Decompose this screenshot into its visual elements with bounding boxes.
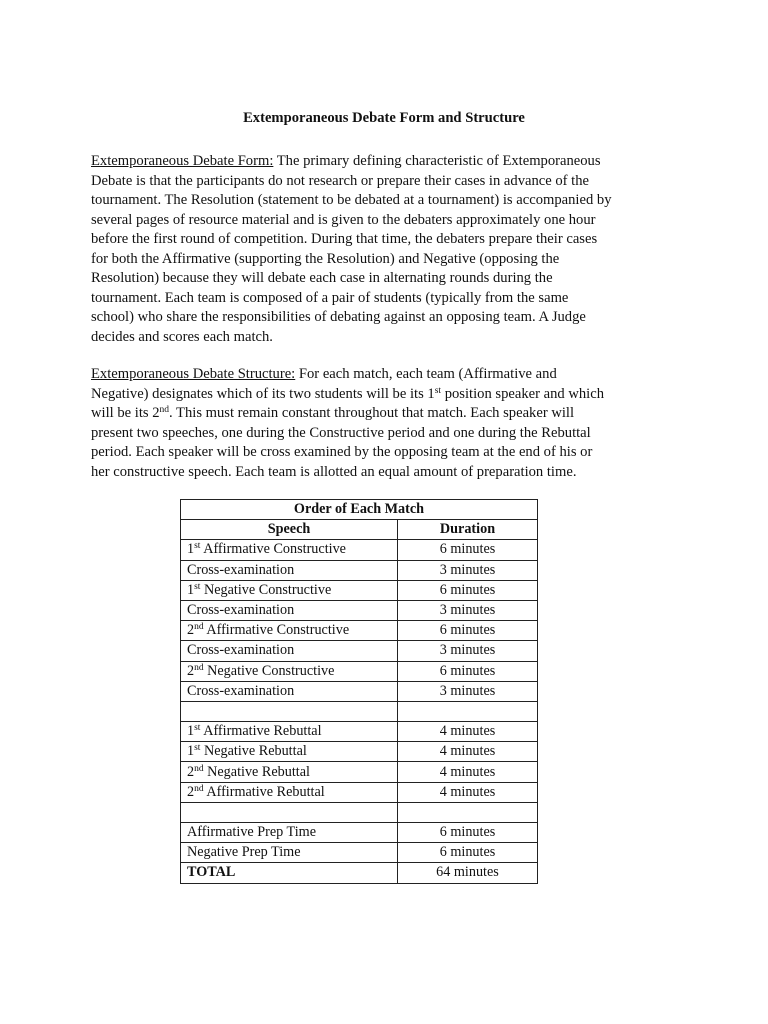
form-paragraph-line: Debate is that the participants do not research or prepare their cases in advance of the [91,172,589,189]
speech-name: Cross-examination [187,642,295,659]
table-row [181,661,538,681]
table-row [181,540,538,560]
speech-cell [181,843,398,863]
ordinal-number: 1 [187,541,195,558]
duration-cell: 3 minutes [398,641,538,661]
column-header-duration: Duration [398,520,538,540]
structure-paragraph-line [91,365,689,385]
form-paragraph-line: tournament. Each team is composed of a pair of students (typically from the same [91,289,569,306]
ordinal-number: 1 [187,743,195,760]
table-header-row [181,520,538,540]
table-row [181,722,538,742]
total-duration: 64 minutes [398,863,538,883]
total-label: TOTAL [181,863,398,883]
speech-name: Cross-examination [187,682,295,699]
speech-name: Affirmative Rebuttal [200,723,322,740]
table-caption: Order of Each Match [181,500,538,520]
duration-cell: 4 minutes [398,782,538,802]
table-row [181,762,538,782]
structure-line-text: For each match, each team (Affirmative and [295,366,557,382]
structure-paragraph-line: her constructive speech. Each team is allotted an equal amount of preparation time. [91,463,577,480]
document-title: Extemporaneous Debate Form and Structure [243,110,525,126]
speech-name: Affirmative Constructive [203,622,350,639]
speech-cell [181,600,398,620]
structure-paragraph-line [91,385,689,405]
structure-line-text: . This must remain constant throughout that match. Each speaker will [169,405,575,421]
ordinal-number: 2 [187,662,195,679]
speech-cell [181,661,398,681]
table-row [181,641,538,661]
duration-cell: 4 minutes [398,722,538,742]
ordinal-suffix: nd [159,405,170,415]
ordinal-suffix: st [194,581,201,592]
duration-cell: 6 minutes [398,823,538,843]
ordinal-number: 2 [187,763,195,780]
speech-cell [181,701,398,721]
form-paragraph-line [91,152,689,172]
ordinal-number: 1 [187,581,195,598]
form-heading: Extemporaneous Debate Form: [91,153,274,169]
table-row [181,823,538,843]
ordinal-suffix: nd [194,622,204,633]
form-paragraph [91,152,689,347]
speech-cell [181,580,398,600]
ordinal-suffix: st [434,385,442,396]
table-row [181,782,538,802]
speech-cell [181,782,398,802]
structure-line-text: Negative) designates which of its two students will be its 1 [91,385,435,402]
table-row [181,681,538,701]
structure-line-text: will be its 2 [91,405,160,421]
ordinal-suffix: nd [194,783,204,794]
table-total-row [181,863,538,883]
speech-cell [181,762,398,782]
match-order-table [180,499,538,884]
speech-cell [181,742,398,762]
column-header-speech: Speech [181,520,398,540]
form-paragraph-line: tournament. The Resolution (statement to be debated at a tournament) is accompanied by [91,192,612,208]
duration-cell: 3 minutes [398,600,538,620]
speech-name: Affirmative Prep Time [187,824,316,841]
speech-name: Cross-examination [187,561,295,578]
speech-name: Negative Constructive [203,662,335,679]
speech-cell [181,560,398,580]
ordinal-number: 1 [187,723,195,740]
ordinal-suffix: nd [194,763,204,774]
speech-cell [181,722,398,742]
table-caption-row [181,500,538,520]
duration-cell: 6 minutes [398,843,538,863]
speech-cell [181,540,398,560]
duration-cell: 6 minutes [398,540,538,560]
table-row [181,580,538,600]
duration-cell [398,802,538,822]
duration-cell: 3 minutes [398,681,538,701]
structure-paragraph-line: period. Each speaker will be cross examined by the opposing team at the end of his or [91,444,593,460]
duration-cell: 4 minutes [398,742,538,762]
form-paragraph-line: several pages of resource material and is given to the debaters approximately one hour [91,211,596,228]
speech-name: Negative Constructive [200,581,332,598]
form-paragraph-line: before the first round of competition. During that time, the debaters prepare their cases [91,231,598,247]
table-row [181,742,538,762]
speech-name: Negative Prep Time [187,844,301,861]
table-row [181,701,538,721]
duration-cell: 6 minutes [398,621,538,641]
form-paragraph-line: for both the Affirmative (supporting the Resolution) and Negative (opposing the [91,250,560,267]
table-row [181,802,538,822]
duration-cell: 3 minutes [398,560,538,580]
speech-cell [181,641,398,661]
speech-name: Cross-examination [187,602,295,619]
speech-name: Affirmative Constructive [200,541,346,558]
duration-cell [398,701,538,721]
ordinal-suffix: st [194,723,201,734]
speech-name: Affirmative Rebuttal [203,783,325,800]
ordinal-suffix: st [194,541,201,552]
ordinal-suffix: nd [194,662,204,673]
speech-name: Negative Rebuttal [200,743,307,760]
table-row [181,560,538,580]
ordinal-suffix: st [194,743,201,754]
duration-cell: 6 minutes [398,661,538,681]
structure-line-text: position speaker and which [441,385,604,402]
form-paragraph-line: Resolution) because they will debate each case in alternating rounds during the [91,270,553,286]
speech-cell [181,823,398,843]
structure-paragraph-line [91,404,689,424]
speech-cell [181,802,398,822]
speech-cell [181,681,398,701]
table-row [181,600,538,620]
table-body [181,540,538,883]
form-line-text: The primary defining characteristic of Extemporaneous [273,153,601,169]
table-row [181,621,538,641]
duration-cell: 4 minutes [398,762,538,782]
speech-cell [181,621,398,641]
ordinal-number: 2 [187,622,195,639]
structure-paragraph [91,365,689,482]
form-paragraph-line: decides and scores each match. [91,328,273,345]
structure-paragraph-line: present two speeches, one during the Constructive period and one during the Rebuttal [91,424,591,441]
speech-name: Negative Rebuttal [203,763,310,780]
duration-cell: 6 minutes [398,580,538,600]
ordinal-number: 2 [187,783,195,800]
form-paragraph-line: school) who share the responsibilities of debating against an opposing team. A Judge [91,309,586,325]
structure-heading: Extemporaneous Debate Structure: [91,366,296,382]
table-row [181,843,538,863]
